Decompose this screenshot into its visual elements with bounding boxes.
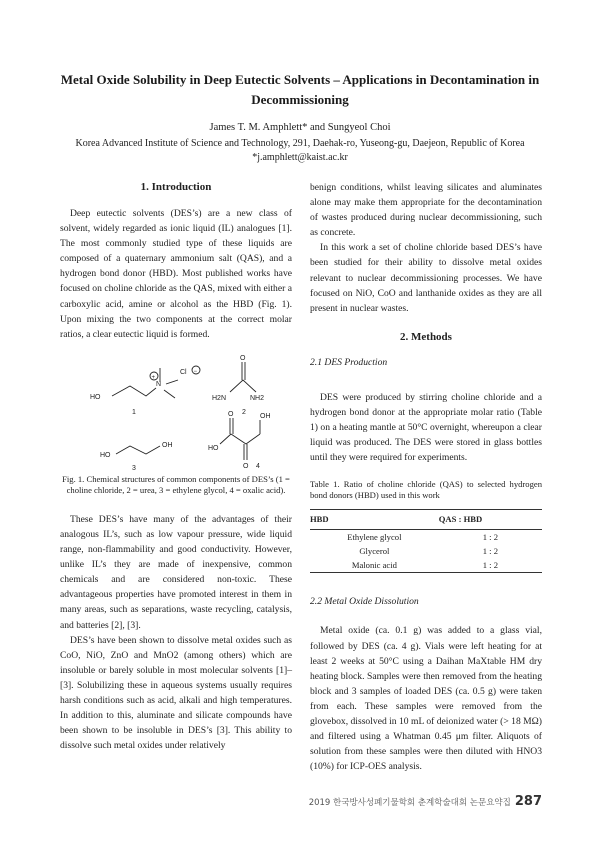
methods-paragraph-1: DES were produced by stirring choline chloride and a hydrogen bond donor at the appropriate molar ratio (Table 1) on a heating mantle at 50°C overnight, whereupon a clear liquid was produced. The DES were stored in glass bottles until they were required for experiments. xyxy=(310,391,542,464)
paper-title: Metal Oxide Solubility in Deep Eutectic Solvents – Applications in Decontamination in Decommissioning xyxy=(60,72,540,107)
label-h2n: H2N xyxy=(212,394,227,402)
label-oh-3: OH xyxy=(162,441,173,449)
subsection-metal-oxide-dissolution: 2.2 Metal Oxide Dissolution xyxy=(310,596,419,608)
table-cell-hbd: Malonic acid xyxy=(310,558,439,573)
label-o-urea: O xyxy=(240,354,246,362)
label-o-ox-2: O xyxy=(243,462,249,470)
intro-paragraph-4: benign conditions, whilst leaving silicates and aluminates alone may make them appropriate for the decontamination of wastes produced during nuclear decommissioning, such as concrete. xyxy=(310,182,542,239)
table-row xyxy=(310,558,542,573)
subsection-des-production: 2.1 DES Production xyxy=(310,356,388,368)
introduction-heading: 1. Introduction xyxy=(140,181,212,193)
intro-paragraph-2: These DES’s have many of the advantages of their analogous IL’s, such as low vapour pressure, wide liquid range, non-flammability and good conductivity. However, unlike IL’s they are made of inexpensive, common chemicals and are considered non-toxic. These advantageous properties have promoted interest in them in many areas, such as separations, waste recycling, catalysis, and batteries [2], [3]. xyxy=(60,513,292,631)
left-column xyxy=(60,180,292,753)
table-1-caption: Table 1. Ratio of choline chloride (QAS) to selected hydrogen bond donors (HBD) used in this work xyxy=(310,479,542,501)
intro-paragraph-5: In this work a set of choline chloride based DES’s have been studied for their ability to dissolve metal oxides relevant to nuclear decommissioning processes. We have focused on NiO, CoO and lanthanide oxides as they are all present in nuclear wastes. xyxy=(310,242,542,314)
table-cell-ratio: 1 : 2 xyxy=(482,546,499,557)
methods-heading: 2. Methods xyxy=(400,330,452,343)
paper-authors: James T. M. Amphlett* and Sungyeol Choi xyxy=(209,122,391,133)
table-row xyxy=(310,544,542,558)
label-minus: − xyxy=(193,368,198,375)
label-num-4: 4 xyxy=(256,462,260,470)
label-cl: Cl xyxy=(180,368,187,376)
intro-paragraph-3: DES’s have been shown to dissolve metal oxides such as CoO, NiO, ZnO and MnO2 (among others) which are insoluble or barely soluble in most molecular solvents [1]–[3]. Solubilizing these in aqueous systems usually requires harsh conditions such as acid, alkali and high temperatures. In addition to this, aluminate and silicate compounds have been shown to be insoluble in DES’s [3]. This ability to dissolve such metal oxides under relatively xyxy=(60,634,292,752)
table-cell-hbd: Glycerol xyxy=(359,546,390,557)
methods-paragraph-2: Metal oxide (ca. 0.1 g) was added to a glass vial, followed by DES (ca. 4 g). Vials were left heating for at least 2 weeks at 50°C using a Daihan MaXtable HM dry heating block. Samples were then removed from the heating block and 3 samples of loaded DES (ca. 0.5 g) were taken from each. These samples were removed from the glovebox, dissolved in 10 mL of deionized water (> 18 MΩ) and filtered using a Whatman 0.45 μm filter. Aliquots of solution from these samples were then diluted with HNO3 (10%) for ICP-OES analysis. xyxy=(310,625,542,773)
table-header-ratio: QAS : HBD xyxy=(439,510,542,530)
table-cell-ratio: 1 : 2 xyxy=(439,558,542,573)
label-ho-3: HO xyxy=(100,451,111,459)
table-row xyxy=(310,530,542,545)
figure-1-caption: Fig. 1. Chemical structures of common components of DES’s (1 = choline chloride, 2 = urea, 3 = ethylene glycol, 4 = oxalic acid). xyxy=(62,473,290,495)
right-column xyxy=(310,180,542,774)
paper-affiliation: Korea Advanced Institute of Science and Technology, 291, Daehak-ro, Yuseong-gu, Daejeon, Republic of Korea xyxy=(75,138,525,149)
figure-1 xyxy=(60,352,292,472)
label-nh2: NH2 xyxy=(250,394,265,402)
table-cell-ratio: 1 : 2 xyxy=(482,532,499,543)
label-ho-ox: HO xyxy=(208,444,219,452)
table-header-hbd: HBD xyxy=(310,510,439,530)
page-footer xyxy=(309,794,542,809)
label-num-2: 2 xyxy=(242,408,246,416)
chemical-structures-diagram xyxy=(60,352,292,472)
footer-text: 2019 한국방사성폐기물학회 춘계학술대회 논문요약집 xyxy=(308,798,511,808)
table-cell-hbd: Ethylene glycol xyxy=(347,532,402,543)
label-ho-1: HO xyxy=(90,393,101,401)
label-o-ox-1: O xyxy=(228,410,234,418)
intro-paragraph-1: Deep eutectic solvents (DES’s) are a new class of solvent, widely regarded as ionic liquid (IL) analogues [1]. The most commonly studied type of these liquids are composed of a quaternary ammonium salt (QAS), and a hydrogen bond donor (HBD). Most published works have focused on choline chloride as the QAS, mixed with either a carboxylic acid, amine or alcohol as the HBD (Fig. 1). Upon mixing the two components at the correct molar ratios, a clear eutectic liquid is formed. xyxy=(60,208,292,340)
label-n: N xyxy=(156,380,162,388)
paper-email: *j.amphlett@kaist.ac.kr xyxy=(252,152,348,163)
page-number: 287 xyxy=(514,794,542,809)
label-oh-ox: OH xyxy=(260,412,271,420)
label-num-1: 1 xyxy=(132,408,136,416)
table-1 xyxy=(310,509,542,573)
label-plus: + xyxy=(151,374,156,381)
label-num-3: 3 xyxy=(132,464,136,472)
